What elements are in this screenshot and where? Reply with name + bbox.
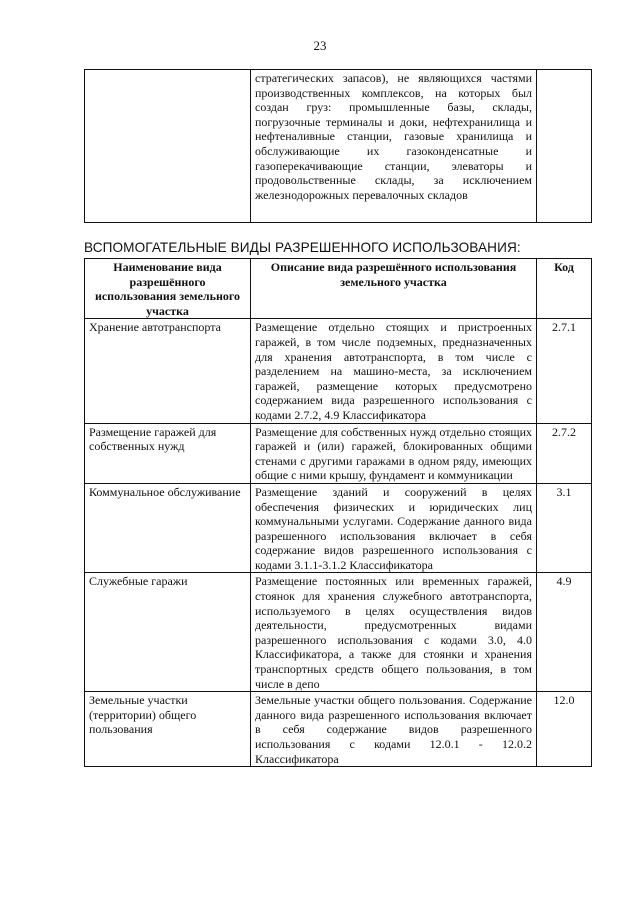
row-description-cell: стратегических запасов), не являющихся частями производственных комплексов, на которых был создан груз: промышленные базы, склады, погрузочные терминалы и доки, нефтехранилища и нефтеналивные станции, газовые хранилища и обслуживающие их газоконденсатные и газоперекачивающие станции, элеваторы и продовольственные склады, за исключением железнодорожных перевалочных складов bbox=[251, 70, 537, 223]
row-name-cell: Размещение гаражей для собственных нужд bbox=[85, 423, 251, 483]
table-row bbox=[85, 423, 592, 483]
row-description-cell: Земельные участки общего пользования. Содержание данного вида разрешенного использования включает в себя содержание видов разрешенного использования с кодами 12.0.1 - 12.0.2 Классификатора bbox=[251, 692, 537, 767]
row-code-cell: 3.1 bbox=[537, 483, 592, 573]
row-code-cell: 4.9 bbox=[537, 573, 592, 692]
header-name: Наименование вида разрешённого использования земельного участка bbox=[85, 259, 251, 319]
table-row bbox=[85, 573, 592, 692]
row-description-cell: Размещение отдельно стоящих и пристроенных гаражей, в том числе подземных, предназначенных для хранения автотранспорта, в том числе с разделением на машино-места, за исключением гаражей, размещение которых предусмотрено содержанием вида разрешенного использования с кодами 2.7.2, 4.9 Классификатора bbox=[251, 319, 537, 423]
row-name-cell bbox=[85, 70, 251, 223]
row-name-cell: Коммунальное обслуживание bbox=[85, 483, 251, 573]
row-description-cell: Размещение постоянных или временных гаражей, стоянок для хранения служебного автотранспорта, используемого в целях осуществления видов деятельности, предусмотренных видами разрешенного использования с кодами 3.0, 4.0 Классификатора, а также для стоянки и хранения транспортных средств общего пользования, в том числе в депо bbox=[251, 573, 537, 692]
land-use-table bbox=[84, 258, 592, 767]
header-code: Код bbox=[537, 259, 592, 319]
row-name-cell: Хранение автотранспорта bbox=[85, 319, 251, 423]
row-code-cell bbox=[537, 70, 592, 223]
section-heading: ВСПОМОГАТЕЛЬНЫЕ ВИДЫ РАЗРЕШЕННОГО ИСПОЛЬЗОВАНИЯ: bbox=[84, 240, 521, 255]
table-row bbox=[85, 692, 592, 767]
table-row bbox=[85, 319, 592, 423]
table-row bbox=[85, 483, 592, 573]
table-header-row bbox=[85, 259, 592, 319]
row-description-cell: Размещение зданий и сооружений в целях обеспечения физических и юридических лиц коммунальными услугами. Содержание данного вида разрешенного использования включает в себя содержание видов разрешенного использования с кодами 3.1.1-3.1.2 Классификатора bbox=[251, 483, 537, 573]
row-description-cell: Размещение для собственных нужд отдельно стоящих гаражей и (или) гаражей, блокированных общими стенами с другими гаражами в одном ряду, имеющих общие с ними крышу, фундамент и коммуникации bbox=[251, 423, 537, 483]
row-code-cell: 2.7.1 bbox=[537, 319, 592, 423]
row-name-cell: Служебные гаражи bbox=[85, 573, 251, 692]
continuation-table bbox=[84, 69, 592, 223]
row-code-cell: 12.0 bbox=[537, 692, 592, 767]
row-name-cell: Земельные участки (территории) общего пользования bbox=[85, 692, 251, 767]
header-description: Описание вида разрешённого использования земельного участка bbox=[251, 259, 537, 319]
row-code-cell: 2.7.2 bbox=[537, 423, 592, 483]
page-number: 23 bbox=[313, 38, 327, 53]
table-row bbox=[85, 70, 592, 223]
